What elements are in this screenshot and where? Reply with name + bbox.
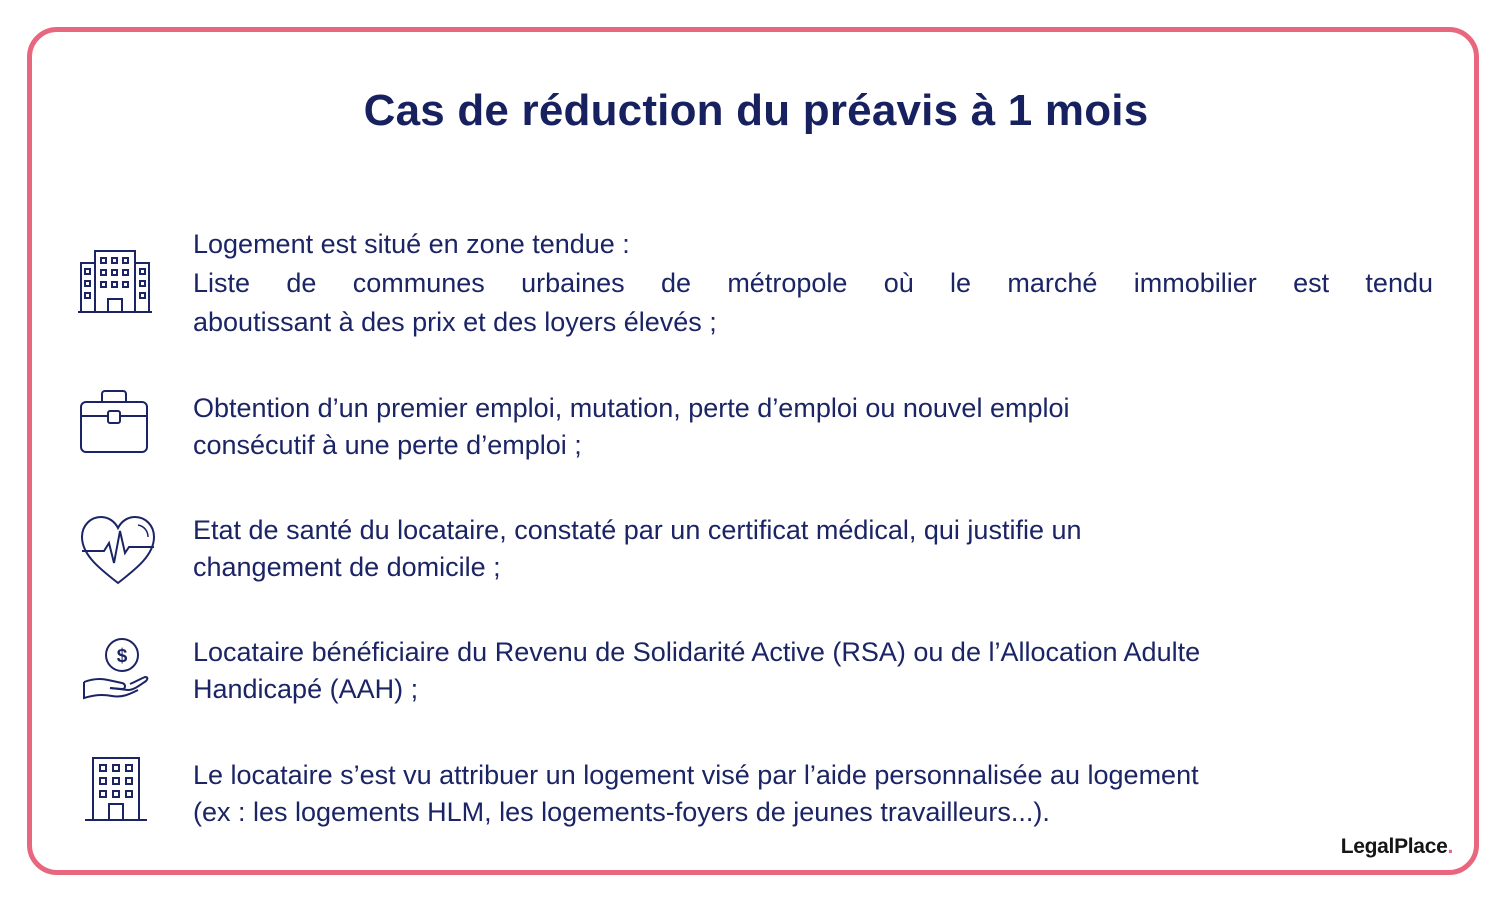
item-text — [193, 390, 1433, 464]
heart-pulse-icon — [78, 513, 158, 587]
item-line: Le locataire s’est vu attribuer un logement visé par l’aide personnalisée au logement — [193, 760, 1199, 790]
briefcase-icon — [78, 388, 150, 456]
item-line: consécutif à une perte d’emploi ; — [193, 430, 582, 460]
brand-name: LegalPlace — [1340, 835, 1448, 858]
item-line: Logement est situé en zone tendue : — [193, 229, 630, 259]
item-line: Obtention d’un premier emploi, mutation, perte d’emploi ou nouvel emploi — [193, 393, 1070, 423]
item-line: Locataire bénéficiaire du Revenu de Solidarité Active (RSA) ou de l’Allocation Adulte — [193, 637, 1201, 667]
brand-logo — [1341, 835, 1453, 859]
item-text — [193, 226, 1433, 341]
building-icon — [78, 249, 152, 315]
item-text — [193, 634, 1433, 708]
hand-coin-icon — [82, 636, 150, 702]
item-line: Liste de communes urbaines de métropole où le marché immobilier est tendu — [193, 268, 1433, 298]
item-line: aboutissant à des prix et des loyers élevés ; — [193, 307, 717, 337]
svg-text:$: $ — [116, 646, 128, 667]
apartment-building-icon — [85, 756, 147, 822]
item-text — [193, 512, 1433, 586]
item-line: Handicapé (AAH) ; — [193, 674, 419, 704]
item-line: changement de domicile ; — [193, 552, 501, 582]
item-text — [193, 757, 1433, 831]
brand-dot: . — [1447, 835, 1453, 858]
item-line: (ex : les logements HLM, les logements-foyers de jeunes travailleurs...). — [193, 797, 1050, 827]
item-line: Etat de santé du locataire, constaté par un certificat médical, qui justifie un — [193, 515, 1082, 545]
page-title: Cas de réduction du préavis à 1 mois — [363, 86, 1149, 135]
